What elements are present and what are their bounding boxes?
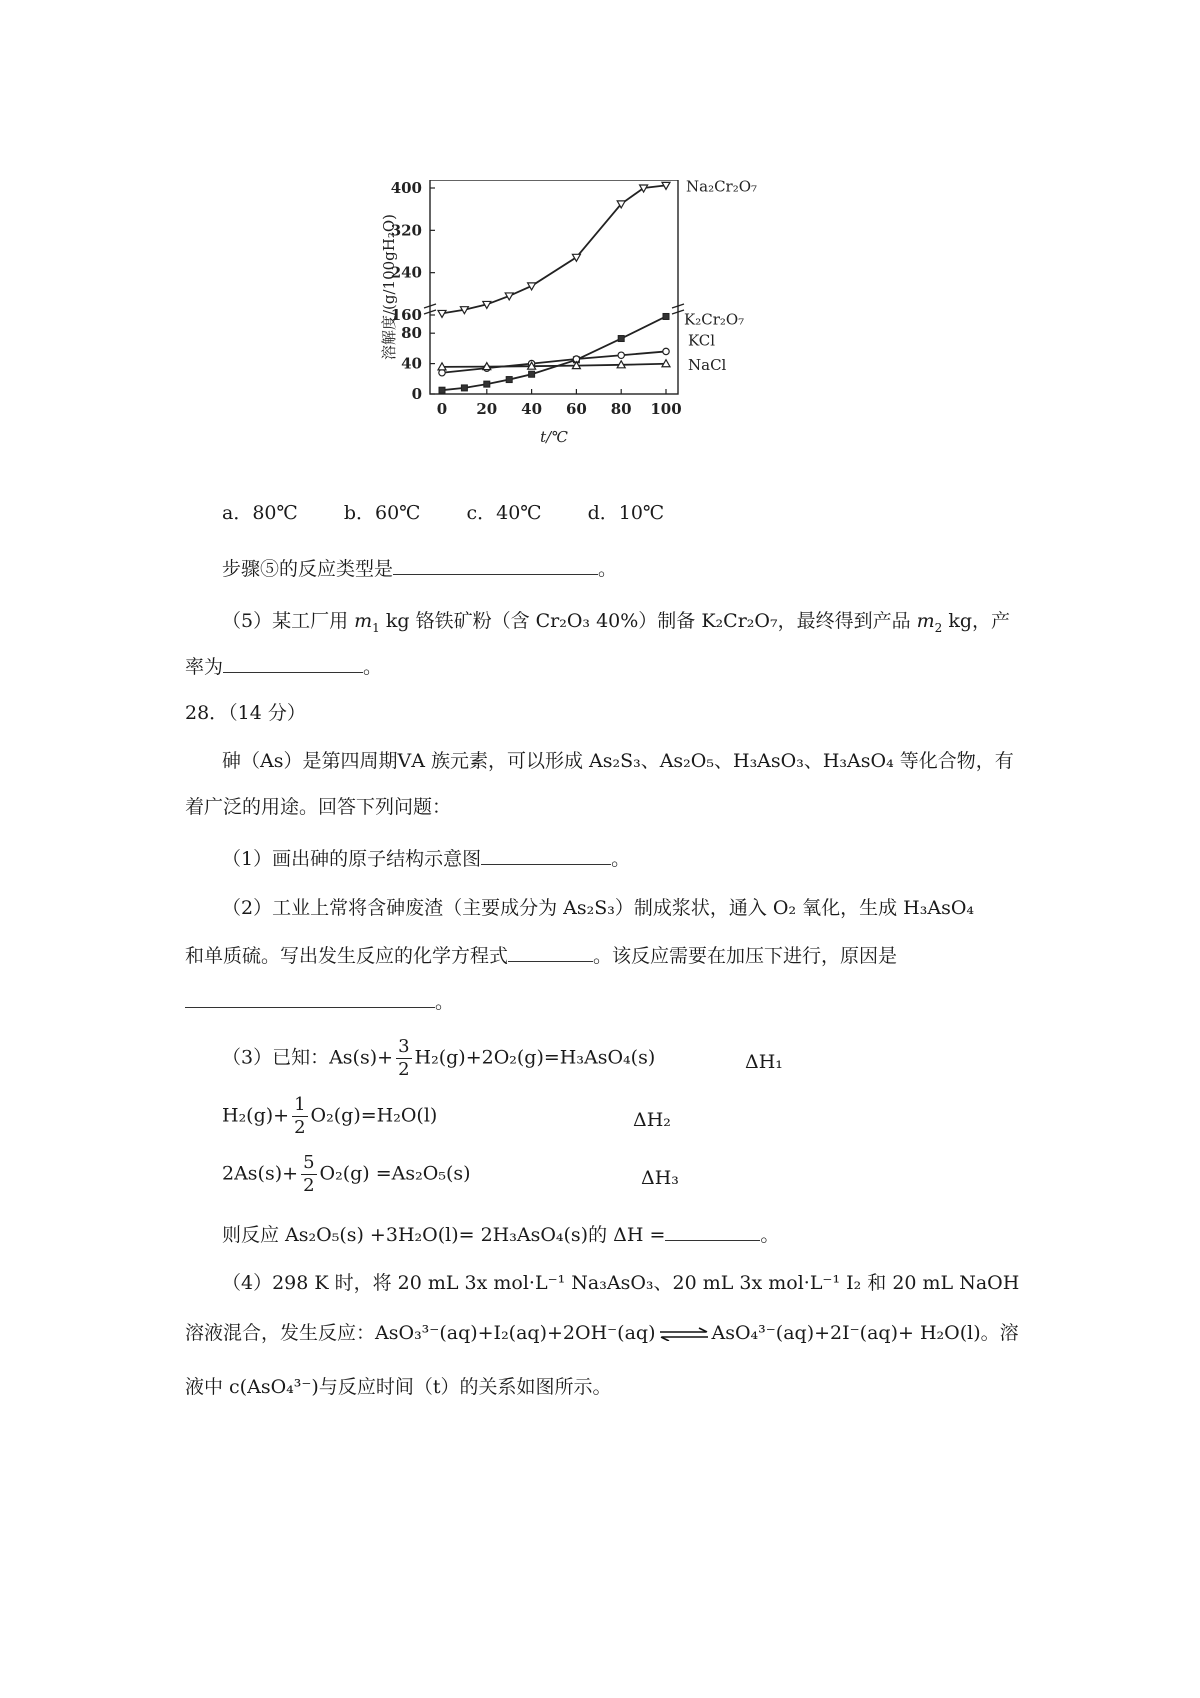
x-tick-label: 60 [565,400,587,418]
series-label: KCl [688,331,716,350]
q5-text-a: （5）某工厂用 [222,610,355,632]
answer-blank[interactable] [223,652,363,673]
y-tick-label: 240 [390,263,422,282]
data-point [484,381,490,387]
x-tick-label: 20 [476,400,498,418]
option-a: a．80℃ [222,502,298,524]
step5-text: 步骤⑤的反应类型是 [222,558,394,580]
series-label: Na₂Cr₂O₇ [686,180,758,196]
period: 。 [598,558,618,580]
data-point [529,371,535,377]
delta-h2: ΔH₂ [633,1109,671,1131]
y-axis-label: 溶解度/(g/100gH₂O) [380,213,398,361]
y-tick-label: 160 [390,306,422,324]
data-point [438,310,446,317]
q5-text-b: kg 铬铁矿粉（含 Cr₂O₃ 40%）制备 K₂Cr₂O₇，最终得到产品 [379,610,917,632]
q5-text-d: 率为 [185,656,224,678]
data-point [618,352,624,358]
equation-1 [222,1036,655,1081]
answer-blank[interactable] [508,941,593,962]
option-b: b．60℃ [343,502,421,524]
question-4-line1: （4）298 K 时，将 20 mL 3x mol·L⁻¹ Na₃AsO₃、20 mL 3x mol·L⁻¹ I₂ 和 20 mL NaOH [222,1272,1020,1294]
eq3-left: 2As(s)+ [222,1162,299,1185]
y-tick-label: 40 [401,354,422,373]
q2-text-a: 和单质硫。写出发生反应的化学方程式 [185,945,509,967]
period: 。 [611,848,631,870]
x-tick-label: 0 [436,400,448,418]
fraction-5-2: $\frac{5}{2}$ [303,1152,315,1196]
answer-blank[interactable] [481,844,611,865]
eq3-right: O₂(g) =As₂O₅(s) [319,1162,471,1185]
question-4-line2 [185,1320,1019,1346]
eq1-right: H₂(g)+2O₂(g)=H₃AsO₄(s) [414,1046,656,1069]
series-line [442,364,666,367]
x-tick-label: 40 [521,400,543,418]
solubility-chart [380,180,840,480]
series-line [442,316,666,390]
option-c: c．40℃ [466,502,542,524]
equation-3 [222,1152,471,1197]
eq1-left: （3）已知：As(s)+ [222,1046,394,1069]
data-point [663,348,669,354]
x-axis-label: t/℃ [540,428,568,446]
m1-var: m [354,610,373,632]
m2-var: m [916,610,935,632]
equilibrium-arrow-icon [658,1327,710,1341]
eq2-right: O₂(g)=H₂O(l) [310,1104,438,1127]
period: 。 [760,1224,780,1246]
q4-text-a: 溶液混合，发生反应： [185,1322,376,1344]
data-point [618,336,624,342]
question-1 [222,844,630,872]
series-label: K₂Cr₂O₇ [684,310,745,329]
data-point [506,377,512,383]
intro-line2: 着广泛的用途。回答下列问题： [185,796,452,818]
period: 。 [435,991,455,1013]
intro-line1: 砷（As）是第四周期ⅤA 族元素，可以形成 As₂S₃、As₂O₅、H₃AsO₃、H₃AsO₄ 等化合物，有 [222,750,1014,772]
q4-products: AsO₄³⁻(aq)+2I⁻(aq)+ H₂O(l)。溶 [711,1322,1019,1344]
m2-sub: 2 [934,620,943,635]
option-d: d．10℃ [587,502,665,524]
q3-then-text: 则反应 As₂O₅(s) +3H₂O(l)= 2H₃AsO₄(s)的 ΔH = [222,1224,666,1246]
delta-h1: ΔH₁ [745,1051,783,1073]
series-line [442,185,666,313]
question-2-line1: （2）工业上常将含砷废渣（主要成分为 As₂S₃）制成浆状，通入 O₂ 氧化，生成 H₃AsO₄ [222,897,975,919]
data-point [663,313,669,319]
x-tick-label: 100 [650,400,682,418]
q4-reactants: AsO₃³⁻(aq)+I₂(aq)+2OH⁻(aq) [375,1322,656,1344]
delta-h3: ΔH₃ [641,1167,679,1189]
data-point [439,387,445,393]
question-4-line3: 液中 c(AsO₄³⁻)与反应时间（t）的关系如图所示。 [185,1376,612,1398]
answer-blank[interactable] [185,987,435,1008]
data-point [461,385,467,391]
equation-2 [222,1094,437,1139]
data-point [572,254,580,261]
question-2-line3 [185,987,454,1015]
question-5-line2 [185,652,382,680]
period: 。 [363,656,383,678]
series-line [442,351,666,372]
answer-blank[interactable] [393,554,598,575]
fraction-1-2: $\frac{1}{2}$ [294,1094,306,1138]
answer-blank[interactable] [665,1220,760,1241]
y-tick-label: 80 [401,324,422,343]
fraction-3-2: $\frac{3}{2}$ [398,1036,410,1080]
question-3-result [222,1220,779,1248]
x-tick-label: 80 [610,400,632,418]
temperature-options [222,500,704,526]
m1-sub: 1 [372,620,380,635]
question-5-line1 [222,608,1010,641]
y-tick-label: 320 [390,221,422,240]
data-point [439,370,445,376]
series-label: NaCl [688,355,727,374]
q2-text-b: 。该反应需要在加压下进行，原因是 [593,945,898,967]
eq2-left: H₂(g)+ [222,1104,290,1127]
question-28-title: 28．（14 分） [185,702,306,724]
y-tick-label: 0 [411,385,422,403]
q1-text: （1）画出砷的原子结构示意图 [222,848,482,870]
q5-text-c: kg，产 [942,610,1011,632]
step5-question [222,554,617,582]
y-tick-label: 400 [390,180,422,197]
question-2-line2 [185,941,897,969]
